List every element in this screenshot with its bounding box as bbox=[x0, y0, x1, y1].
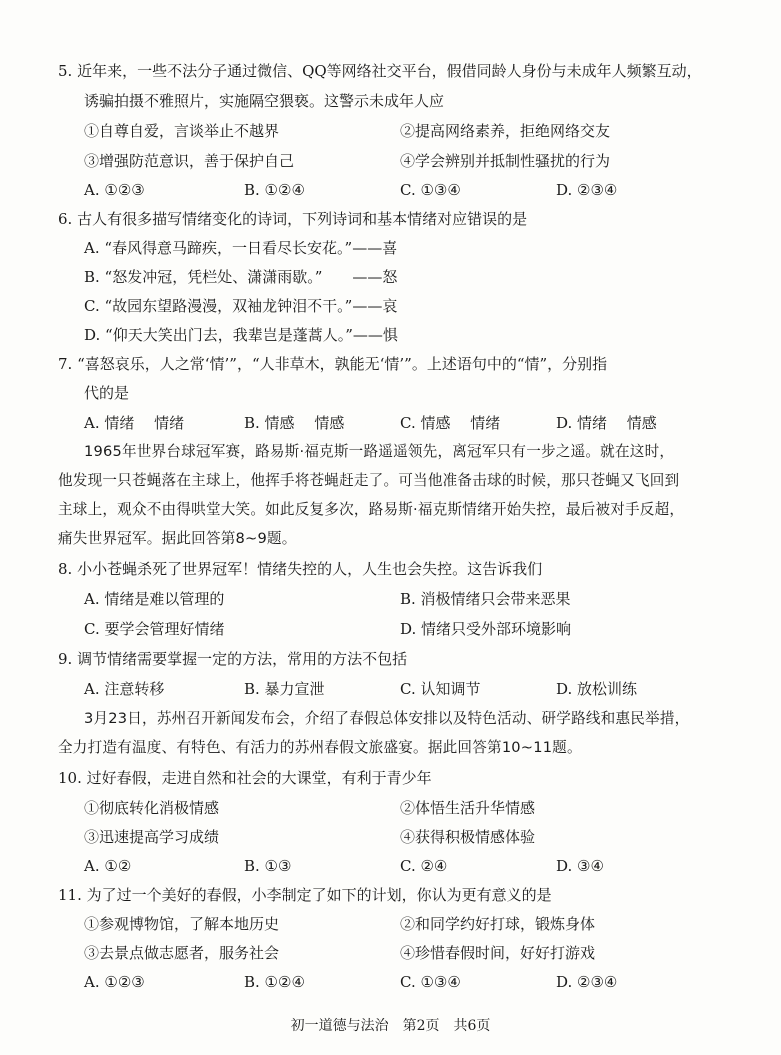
q10-item-2: ②体悟生活升华情感 bbox=[400, 799, 536, 817]
q5-item-3: ③增强防范意识，善于保护自己 bbox=[84, 152, 295, 170]
q7-choice-a[interactable]: A. 情绪 情绪 bbox=[84, 414, 185, 432]
q6-choice-d[interactable]: D. “仰天大笑出门去，我辈岂是蓬蒿人。”——惧 bbox=[84, 326, 398, 344]
q9-choice-a[interactable]: A. 注意转移 bbox=[84, 680, 165, 698]
q11-item-2: ②和同学约好打球，锻炼身体 bbox=[400, 915, 596, 933]
q10-item-3: ③迅速提高学习成绩 bbox=[84, 828, 220, 846]
q11-choice-d[interactable]: D. ②③④ bbox=[556, 973, 618, 991]
q9-choice-b[interactable]: B. 暴力宣泄 bbox=[244, 680, 325, 698]
q5-stem-line1: 5. 近年来，一些不法分子通过微信、QQ等网络社交平台，假借同龄人身份与未成年人频繁互动， bbox=[58, 62, 702, 80]
q7-stem-line1: 7. “喜怒哀乐，人之常‘情’”，“人非草木，孰能无‘情’”。上述语句中的“情”，分别指 bbox=[58, 355, 608, 373]
q5-choice-d[interactable]: D. ②③④ bbox=[556, 181, 618, 199]
q5-item-2: ②提高网络素养，拒绝网络交友 bbox=[400, 122, 611, 140]
q11-item-4: ④珍惜春假时间，好好打游戏 bbox=[400, 944, 596, 962]
q10-item-1: ①彻底转化消极情感 bbox=[84, 799, 220, 817]
q5-choice-c[interactable]: C. ①③④ bbox=[400, 181, 461, 199]
q11-choice-b[interactable]: B. ①②④ bbox=[244, 973, 305, 991]
q6-stem: 6. 古人有很多描写情绪变化的诗词，下列诗词和基本情绪对应错误的是 bbox=[58, 210, 528, 228]
q5-choice-b[interactable]: B. ①②④ bbox=[244, 181, 305, 199]
q8-choice-b[interactable]: B. 消极情绪只会带来恶果 bbox=[400, 590, 571, 608]
q11-stem: 11. 为了过一个美好的春假，小李制定了如下的计划，你认为更有意义的是 bbox=[58, 886, 552, 904]
q5-stem-line2: 诱骗拍摄不雅照片，实施隔空猥亵。这警示未成年人应 bbox=[84, 92, 445, 110]
q11-item-1: ①参观博物馆，了解本地历史 bbox=[84, 915, 280, 933]
q10-choice-d[interactable]: D. ③④ bbox=[556, 857, 604, 875]
q6-choice-a[interactable]: A. “春风得意马蹄疾，一日看尽长安花。”——喜 bbox=[84, 239, 398, 257]
q8-choice-d[interactable]: D. 情绪只受外部环境影响 bbox=[400, 620, 572, 638]
q11-choice-c[interactable]: C. ①③④ bbox=[400, 973, 461, 991]
passage1-line4: 痛失世界冠军。据此回答第8~9题。 bbox=[58, 530, 297, 547]
passage2-line2: 全力打造有温度、有特色、有活力的苏州春假文旅盛宴。据此回答第10~11题。 bbox=[58, 739, 582, 756]
q7-choice-c[interactable]: C. 情感 情绪 bbox=[400, 414, 501, 432]
q10-item-4: ④获得积极情感体验 bbox=[400, 828, 536, 846]
q8-stem: 8. 小小苍蝇杀死了世界冠军！情绪失控的人，人生也会失控。这告诉我们 bbox=[58, 560, 543, 578]
q7-stem-line2: 代的是 bbox=[84, 384, 130, 402]
q7-choice-d[interactable]: D. 情绪 情感 bbox=[556, 414, 657, 432]
q5-choice-a[interactable]: A. ①②③ bbox=[84, 181, 145, 199]
passage1-line3: 主球上，观众不由得哄堂大笑。如此反复多次，路易斯·福克斯情绪开始失控，最后被对手反超， bbox=[58, 501, 685, 518]
q9-choice-c[interactable]: C. 认知调节 bbox=[400, 680, 481, 698]
q10-choice-c[interactable]: C. ②④ bbox=[400, 857, 448, 875]
passage1-line2: 他发现一只苍蝇落在主球上，他挥手将苍蝇赶走了。可当他准备击球的时候，那只苍蝇又飞回到 bbox=[58, 472, 680, 489]
q10-choice-b[interactable]: B. ①③ bbox=[244, 857, 292, 875]
q10-stem: 10. 过好春假，走进自然和社会的大课堂，有利于青少年 bbox=[58, 769, 432, 787]
q5-item-1: ①自尊自爱，言谈举止不越界 bbox=[84, 122, 280, 140]
q11-item-3: ③去景点做志愿者，服务社会 bbox=[84, 944, 280, 962]
q7-choice-b[interactable]: B. 情感 情感 bbox=[244, 414, 345, 432]
passage2-line1: 3月23日，苏州召开新闻发布会，介绍了春假总体安排以及特色活动、研学路线和惠民举措， bbox=[84, 710, 690, 727]
q6-choice-b[interactable]: B. “怒发冲冠，凭栏处、潇潇雨歇。” ——怒 bbox=[84, 268, 398, 286]
q5-item-4: ④学会辨别并抵制性骚扰的行为 bbox=[400, 152, 611, 170]
passage1-line1: 1965年世界台球冠军赛，路易斯·福克斯一路遥遥领先，离冠军只有一步之遥。就在这时， bbox=[84, 443, 675, 460]
q6-choice-c[interactable]: C. “故园东望路漫漫，双袖龙钟泪不干。”——哀 bbox=[84, 297, 398, 315]
q8-choice-c[interactable]: C. 要学会管理好情绪 bbox=[84, 620, 225, 638]
q8-choice-a[interactable]: A. 情绪是难以管理的 bbox=[84, 590, 225, 608]
q10-choice-a[interactable]: A. ①② bbox=[84, 857, 132, 875]
q9-choice-d[interactable]: D. 放松训练 bbox=[556, 680, 638, 698]
q11-choice-a[interactable]: A. ①②③ bbox=[84, 973, 145, 991]
page-footer: 初一道德与法治 第2页 共6页 bbox=[290, 1018, 491, 1034]
q9-stem: 9. 调节情绪需要掌握一定的方法，常用的方法不包括 bbox=[58, 650, 408, 668]
